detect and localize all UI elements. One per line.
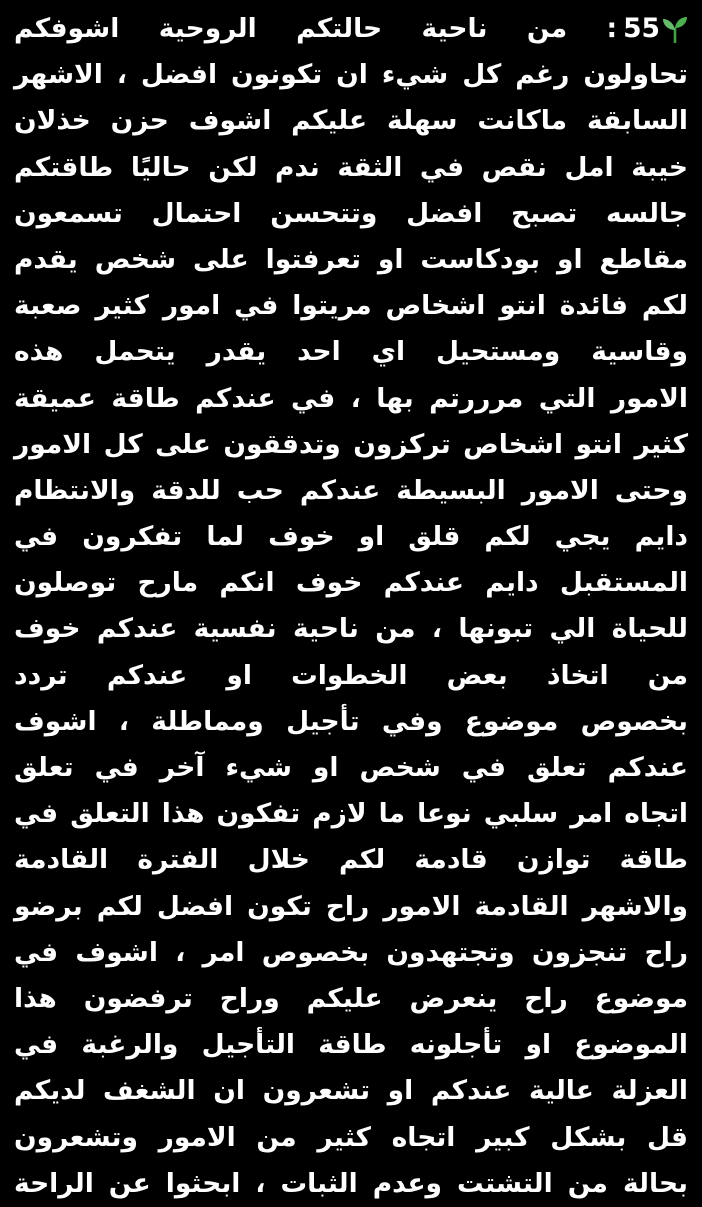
text-line-1 [14, 6, 688, 52]
text-line-6: مقاطع او بودكاست او تعرفتوا على شخص يقدم [14, 243, 688, 275]
seedling-icon [662, 15, 688, 43]
post-number-badge [623, 6, 688, 52]
text-line-16: بخصوص موضوع وفي تأجيل ومماطلة ، اشوف [14, 705, 688, 737]
text-line-21: راح تنجزون وتجتهدون بخصوص امر ، اشوف في [14, 936, 688, 968]
text-line-24: العزلة عالية عندكم او تشعرون ان الشغف لديكم [14, 1075, 688, 1107]
text-line-14: للحياة الي تبونها ، من ناحية نفسية عندكم خوف [14, 613, 688, 645]
text-line-10: كثير انتو اشخاص تركزون وتدققون على كل الامور [14, 428, 688, 460]
text-line-7: لكم فائدة انتو اشخاص مريتوا في امور كثير صعبة [14, 290, 688, 322]
text-line-25: قل بشكل كبير اتجاه كثير من الامور وتشعرون [14, 1121, 688, 1153]
text-line-19: طاقة توازن قادمة لكم خلال الفترة القادمة [14, 844, 688, 876]
text-line-12: دايم يجي لكم قلق او خوف لما تفكرون في [14, 521, 688, 553]
text-line-8: وقاسية ومستحيل اي احد يقدر يتحمل هذه [14, 336, 688, 368]
text-line-2: تحاولون رغم كل شيء ان تكونون افضل ، الاشهر [14, 59, 688, 91]
text-line-15: من اتخاذ بعض الخطوات او عندكم تردد [14, 659, 688, 691]
text-line-4: خيبة امل نقص في الثقة ندم لكن حاليًا طاقتكم [14, 151, 688, 183]
text-line-18: اتجاه امر سلبي نوعا ما لازم تفكون هذا التعلق في [14, 798, 688, 830]
post-number: 55 [623, 13, 660, 44]
text-line-20: والاشهر القادمة الامور راح تكون افضل لكم برضو [14, 890, 688, 922]
text-line-23: الموضوع او تأجلونه طاقة التأجيل والرغبة في [14, 1029, 688, 1061]
text-line-content: : من ناحية حالتكم الروحية اشوفكم [14, 13, 618, 44]
text-line-17: عندكم تعلق في شخص او شيء آخر في تعلق [14, 752, 688, 783]
text-line-26: بحالة من التشتت وعدم الثبات ، ابحثوا عن الراحة [14, 1167, 688, 1199]
text-line-9: الامور التي مرررتم بها ، في عندكم طاقة عميقة [14, 382, 688, 414]
text-line-5: جالسه تصبح افضل وتتحسن احتمال تسمعون [14, 197, 688, 229]
text-line-13: المستقبل دايم عندكم خوف انكم مارح توصلون [14, 567, 688, 599]
text-line-11: وحتى الامور البسيطة عندكم حب للدقة والانتظام [14, 474, 688, 506]
text-line-22: موضوع راح ينعرض عليكم وراح ترفضون هذا [14, 982, 688, 1014]
text-line-3: السابقة ماكانت سهلة عليكم اشوف حزن خذلان [14, 105, 688, 137]
